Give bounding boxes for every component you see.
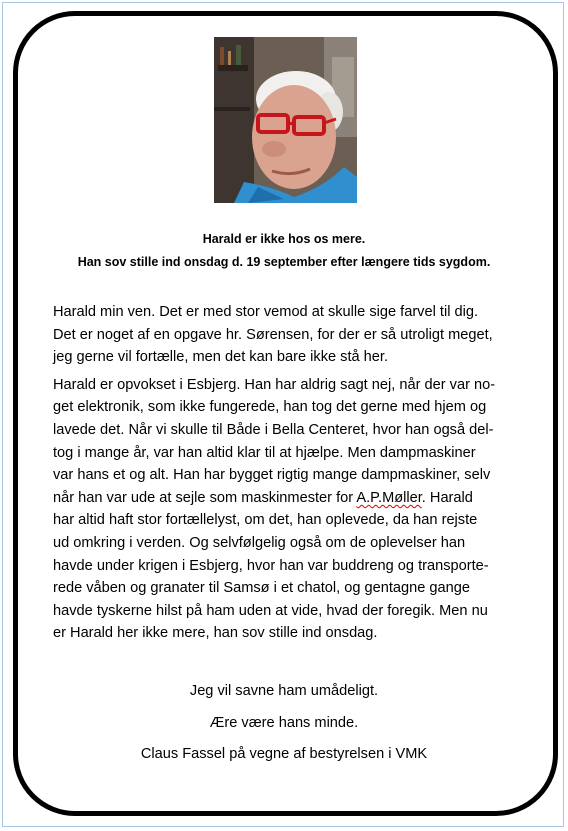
portrait-image bbox=[214, 37, 357, 203]
paragraph-2-line: rede våben og granater til Samsø i et chatol, og gentagne gange bbox=[53, 580, 471, 597]
paragraph-2-line: var hans et og alt. Han har bygget rigtig mange dampmaskiner, selv bbox=[53, 467, 491, 484]
paragraph-1 bbox=[53, 301, 523, 369]
closing-miss: Jeg vil savne ham umådeligt. bbox=[189, 683, 379, 699]
paragraph-2 bbox=[53, 374, 523, 645]
portrait-photo bbox=[214, 37, 357, 203]
paragraph-1-line: Harald min ven. Det er med stor vemod at skulle sige farvel til dig. bbox=[53, 304, 479, 320]
paragraph-1-line: Det er noget af en opgave hr. Sørensen, for der er så utroligt meget, bbox=[53, 326, 493, 343]
paragraph-1-line: jeg gerne vil fortælle, men det kan bare ikke stå her. bbox=[53, 349, 389, 366]
paragraph-2-line: er Harald her ikke mere, han sov stille ind onsdag. bbox=[53, 625, 378, 642]
paragraph-2-line: havde under krigen i Esbjerg, hvor han var buddreng og transporte- bbox=[53, 557, 489, 574]
paragraph-2-line: . Harald bbox=[421, 489, 473, 506]
paragraph-2-line: når han var ude at sejle som maskinmester for bbox=[53, 489, 357, 506]
headline-line-2: Han sov stille ind onsdag d. 19 september efter længere tids sygdom. bbox=[77, 255, 491, 269]
paragraph-2-line: lavede det. Når vi skulle til Både i Bella Centeret, hvor han også del- bbox=[53, 421, 494, 438]
paragraph-2-line: tog i mange år, var han altid klar til at hjælpe. Men dampmaskiner bbox=[53, 444, 476, 461]
signature: Claus Fassel på vegne af bestyrelsen i VMK bbox=[140, 746, 428, 762]
closing-honor: Ære være hans minde. bbox=[209, 715, 359, 731]
company-name: A.P.Møller bbox=[356, 489, 422, 506]
paragraph-2-line: get elektronik, som ikke fungerede, han tog det gerne med hjem og bbox=[53, 399, 487, 416]
paragraph-2-line: ud omkring i verden. Og selvfølgelig også om de oplevelser han bbox=[53, 534, 466, 551]
headline-line-1: Harald er ikke hos os mere. bbox=[202, 232, 366, 246]
body-text bbox=[53, 301, 523, 650]
paragraph-2-line: har altid haft stor fortællelyst, om det, han oplevede, da han rejste bbox=[53, 512, 478, 529]
headline bbox=[30, 228, 538, 274]
paragraph-2-line: Harald er opvokset i Esbjerg. Han har aldrig sagt nej, når der var no- bbox=[53, 376, 496, 393]
paragraph-2-line: havde tyskerne hilst på ham uden at vide, hvad der foregik. Men nu bbox=[53, 602, 488, 619]
